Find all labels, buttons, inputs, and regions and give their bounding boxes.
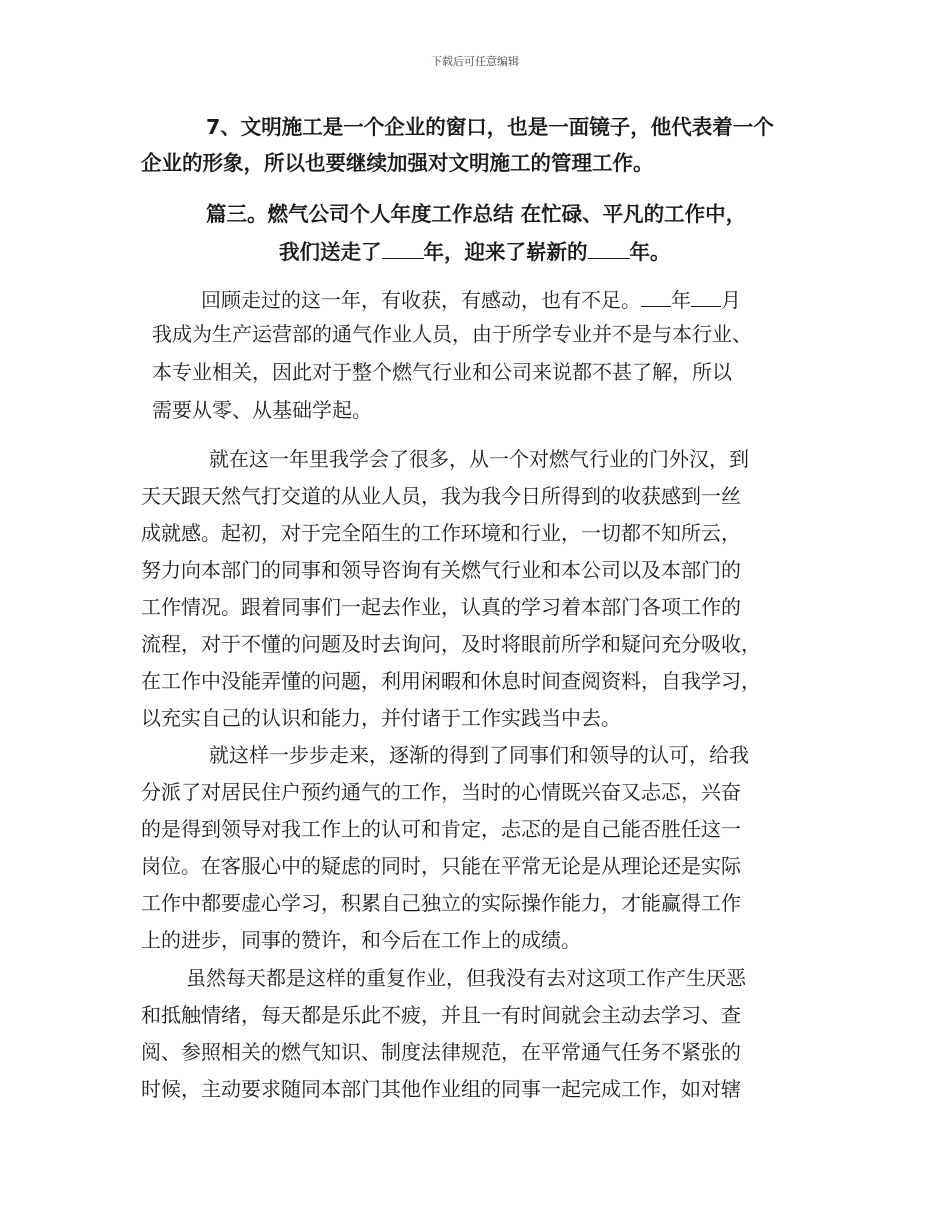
para1-text-b: 年 — [671, 288, 691, 312]
para1-text-c: 月 — [721, 288, 741, 312]
title-text-c: 年。 — [629, 240, 671, 264]
para2-line-3: 成就感。起初，对于完全陌生的工作环境和行业，一切都不知所云， — [141, 521, 741, 545]
para2-line-8: 以充实自己的认识和能力，并付诸于工作实践当中去。 — [141, 706, 621, 730]
para3-line-5: 工作中都要虚心学习，积累自己独立的实际操作能力，才能赢得工作 — [141, 891, 741, 915]
para4-line-1: 虽然每天都是这样的重复作业，但我没有去对这项工作产生厌恶 — [186, 966, 746, 990]
para1-line-3: 本专业相关，因此对于整个燃气行业和公司来说都不甚了解，所以 — [152, 360, 732, 384]
blank-year-2 — [588, 238, 630, 259]
blank-year-1 — [382, 238, 424, 259]
para1-text-a: 回顾走过的这一年，有收获，有感动，也有不足。 — [201, 288, 641, 312]
item7-line-1: 7、文明施工是一个企业的窗口，也是一面镜子，他代表着一个 — [206, 115, 774, 139]
para2-line-6: 流程，对于不懂的问题及时去询问，及时将眼前所学和疑问充分吸收， — [141, 632, 761, 656]
para1-line-4: 需要从零、从基础学起。 — [152, 398, 372, 422]
para3-line-2: 分派了对居民住户预约通气的工作，当时的心情既兴奋又忐忑，兴奋 — [141, 780, 741, 804]
para3-line-4: 岗位。在客服心中的疑虑的同时，只能在平常无论是从理论还是实际 — [141, 854, 741, 878]
title-text-b: 年，迎来了崭新的 — [423, 240, 588, 264]
para1-line-2: 我成为生产运营部的通气作业人员，由于所学专业并不是与本行业、 — [152, 322, 752, 346]
para2-line-5: 工作情况。跟着同事们一起去作业，认真的学习着本部门各项工作的 — [141, 595, 741, 619]
para2-line-1: 就在这一年里我学会了很多，从一个对燃气行业的门外汉，到 — [209, 447, 749, 471]
para2-line-7: 在工作中没能弄懂的问题，利用闲暇和休息时间查阅资料，自我学习， — [141, 669, 761, 693]
item7-line-2: 企业的形象，所以也要继续加强对文明施工的管理工作。 — [141, 151, 654, 175]
section-title-line-2 — [279, 238, 671, 266]
title-text-a: 我们送走了 — [279, 240, 382, 264]
section-title-line-1: 篇三。燃气公司个人年度工作总结 在忙碌、平凡的工作中， — [206, 202, 747, 226]
para3-line-3: 的是得到领导对我工作上的认可和肯定，忐忑的是自己能否胜任这一 — [141, 817, 741, 841]
page-header-note: 下载后可任意编辑 — [431, 55, 519, 68]
para4-line-3: 阅、参照相关的燃气知识、制度法律规范，在平常通气任务不紧张的 — [141, 1040, 741, 1064]
para1-line-1 — [201, 286, 741, 314]
para2-line-4: 努力向本部门的同事和领导咨询有关燃气行业和本公司以及本部门的 — [141, 558, 741, 582]
blank-year-3 — [641, 286, 671, 307]
para4-line-4: 时候，主动要求随同本部门其他作业组的同事一起完成工作，如对辖 — [141, 1077, 741, 1101]
para4-line-2: 和抵触情绪，每天都是乐此不疲，并且一有时间就会主动去学习、查 — [141, 1003, 741, 1027]
para3-line-1: 就这样一步步走来，逐渐的得到了同事们和领导的认可，给我 — [209, 743, 749, 767]
para2-line-2: 天天跟天然气打交道的从业人员，我为我今日所得到的收获感到一丝 — [141, 484, 741, 508]
blank-month — [691, 286, 721, 307]
para3-line-6: 上的进步，同事的赞许，和今后在工作上的成绩。 — [141, 928, 581, 952]
